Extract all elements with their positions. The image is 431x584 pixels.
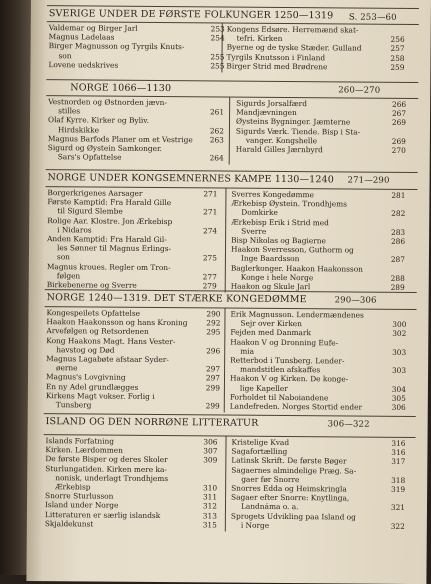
toc-entry-page: 257 (390, 44, 405, 54)
toc-entry-title: Sagaer efter Snorre: Knytlinga, (231, 492, 350, 503)
section-page-range: 260—270 (338, 85, 381, 96)
toc-entry[interactable] (48, 60, 224, 70)
toc-entry-page: 295 (206, 327, 221, 337)
toc-entry-page: 255 (210, 61, 225, 71)
toc-entry-page: 315 (202, 520, 217, 530)
toc-entry-page: 317 (391, 457, 406, 467)
toc-entry-title: Borgerkrigenes Aarsager (47, 188, 143, 198)
toc-entry-title: Sverres Kongedømme (231, 189, 314, 200)
section-title-text: NORGE 1240—1319. DET STÆRKE KONGEDØMME (46, 292, 307, 306)
toc-entry-title: tefri. Kirken (236, 33, 283, 44)
toc-entry-title: Magnus Barfods Planer om et Vestrige (47, 133, 193, 145)
toc-entry-title: Magnus's Lovgivning (45, 372, 126, 383)
toc-entry-title: les Sønner til Magnus Erlings- (56, 243, 172, 254)
toc-entry-title: Haakon V og Kirken. De konge- (229, 373, 349, 384)
toc-entry-page: 305 (391, 393, 406, 403)
contents-page (26, 0, 431, 584)
toc-entry-page: 275 (202, 253, 217, 263)
toc-entry-page: 271 (203, 207, 218, 217)
toc-entry-page: 297 (205, 373, 221, 383)
section-page-range: S. 253—60 (348, 12, 397, 23)
toc-entry-page: 262 (209, 126, 224, 136)
toc-entry-page: 256 (390, 35, 405, 45)
toc-entry-title: Ærkebisp Erik i Strid med (231, 217, 329, 227)
toc-entry-title: Fejden med Danmark (230, 327, 311, 338)
section-title (70, 82, 171, 94)
toc-entry-title: Lovene uedskrives (48, 59, 119, 70)
toc-entry-title: følgen (56, 271, 81, 281)
toc-entry-page: 312 (202, 501, 218, 511)
toc-entry-page: 322 (390, 521, 405, 531)
column-divider (229, 97, 231, 165)
toc-entry[interactable] (56, 400, 220, 410)
toc-entry-title: Haakon og Skule Jarl (230, 281, 311, 292)
toc-entry-page: 264 (209, 153, 224, 163)
toc-entry-page: 306 (203, 437, 218, 447)
toc-entry-page: 307 (203, 446, 218, 456)
toc-entry-title: mia (240, 346, 255, 356)
toc-entry-title: Arvefølgen og Retsordenen (46, 326, 149, 337)
toc-entry-page: 316 (391, 448, 406, 458)
toc-entry[interactable] (226, 61, 404, 71)
toc-entry-title: Haakon V og Dronning Eufe- (230, 337, 339, 348)
toc-entry-page: 306 (391, 402, 406, 412)
section-title (46, 416, 259, 429)
toc-entry[interactable] (230, 402, 406, 412)
toc-entry-title: Olaf Kyrre. Kirker og Byliv. (47, 115, 150, 126)
toc-entry-title: Hirdskikke (57, 124, 100, 135)
toc-entry-title: Konge i hele Norge (240, 272, 314, 283)
toc-entry-title: Første Kamptid: Fra Harald Gille (47, 197, 172, 208)
toc-entry-page: 311 (202, 492, 218, 502)
toc-section-s5 (27, 416, 428, 559)
toc-entry-title: i Norge (240, 520, 270, 530)
toc-entry-title: Ærkebisp Øystein. Trondhjems (231, 198, 347, 209)
toc-entry-title: Sturlungatiden. Kirken mere ka- (45, 463, 167, 474)
toc-entry-title: Bisp Nikolas og Bagierne (231, 235, 326, 246)
toc-entry-title: Sigurd og Øystein Samkonger. (47, 143, 163, 154)
toc-entry-title: Latinsk Skrift. De første Bøger (231, 455, 347, 466)
toc-entry-title: Islands Forfatning (45, 436, 115, 446)
toc-entry-title: Magnus kroues. Regler om Tron- (46, 261, 171, 272)
toc-entry-title: lige Kapeller (239, 383, 288, 393)
toc-entry-title: son (56, 252, 71, 262)
section-page-range: 306—322 (327, 419, 370, 430)
toc-entry-title: Anden Kamptid: Fra Harald Gil- (47, 234, 167, 245)
toc-entry-title: stilles (58, 106, 81, 116)
toc-entry-page: 309 (203, 455, 218, 465)
toc-entry-title: Litteraturen er særlig islandsk (44, 509, 161, 520)
toc-entry-title: Vestnorden og Østnorden jævn- (48, 97, 167, 108)
toc-entry-page: 303 (392, 347, 407, 357)
toc-entry-page: 318 (391, 475, 406, 485)
toc-entry-title: Erik Magnusson. Lendermændenes (230, 309, 364, 320)
toc-entry-title: Sverre (241, 226, 267, 236)
toc-entry-page: 290 (206, 309, 221, 319)
toc-entry-title: Tunsberg (55, 400, 92, 410)
column-divider (224, 308, 226, 413)
toc-entry-title: Tyrgils Knutsson i Finland (226, 52, 326, 62)
column-divider (225, 188, 227, 293)
toc-entry-title: Harald Gilles Jærnbyrd (235, 144, 323, 155)
toc-entry-title: Kongens Edsøre. Herremænd skat- (226, 24, 359, 35)
toc-entry-title: Ærkebisp (55, 482, 91, 492)
toc-entry-title: vanger. Kongshelle (245, 135, 318, 146)
toc-entry-page: 283 (391, 227, 406, 237)
toc-entry-page: 259 (390, 62, 405, 72)
toc-entry-page: 277 (202, 272, 217, 282)
toc-entry-title: Retterbod i Tunsberg. Lender- (230, 355, 345, 366)
toc-entry-title: Birkebenerne og Sverre (46, 280, 137, 290)
section-title-text: SVERIGE UNDER DE FØRSTE FOLKUNGER 1250—1319 (48, 8, 334, 22)
toc-entry-title: Birger Magnusson og Tyrgils Knuts- (48, 41, 185, 52)
section-title-text: NORGE 1066—1130 (70, 82, 172, 95)
toc-entry-page: 288 (390, 273, 405, 283)
section-title (49, 8, 334, 21)
toc-entry-page: 282 (391, 209, 406, 219)
toc-entry-title: Sigurds Værk. Tiende. Bisp i Sta- (235, 126, 361, 137)
toc-entry-page: 289 (390, 282, 405, 292)
toc-entry-page: 271 (203, 189, 218, 199)
toc-entry-title: havstog og Død (56, 345, 115, 355)
toc-entry-title: nonisk, underlagt Trondhjems (55, 473, 169, 483)
toc-entry-page: 269 (391, 118, 407, 128)
toc-entry-title: Island under Norge (44, 500, 119, 511)
toc-entry[interactable] (58, 152, 224, 162)
toc-entry-page: 321 (390, 503, 406, 513)
toc-entry-page: 303 (391, 366, 407, 376)
toc-entry-page: 261 (209, 107, 225, 117)
toc-entry-title: Kongespeilets Opfattelse (46, 308, 141, 318)
toc-entry-title: Rolige Aar. Klostre. Jon Ærkebisp (47, 215, 173, 226)
toc-entry-title: En ny Adel grundlægges (45, 381, 139, 392)
toc-entry-title: Haakon Sverresson, Guthorm og (230, 244, 354, 255)
toc-entry-title: Baglerkonger. Haakon Haakonsson (230, 263, 363, 274)
toc-entry-page: 267 (391, 109, 407, 119)
toc-entry-title: gaer før Snorre (241, 474, 300, 484)
toc-entry-page: 296 (206, 346, 221, 356)
toc-entry[interactable] (45, 519, 217, 529)
toc-entry-page: 313 (202, 510, 217, 521)
toc-entry-title: Snorres Edda og Heimskringla (231, 483, 347, 494)
section-page-range: 290—306 (334, 295, 377, 306)
toc-entry-title: Forholdet til Naboiandene (229, 392, 329, 403)
toc-entry-page: 299 (205, 401, 220, 411)
toc-entry-page: 258 (390, 53, 405, 63)
toc-entry-page: 281 (391, 190, 406, 200)
toc-entry-title: Inge Baardsson (240, 254, 300, 264)
section-title-text: ISLAND OG DEN NORRØNE LITTERATUR (45, 416, 259, 429)
toc-entry-page: 255 (210, 52, 225, 62)
section-title (48, 172, 334, 185)
toc-entry-title: Sars's Opfattelse (57, 152, 122, 162)
toc-entry-title: Øysteins Bygninger. Jæmterne (235, 117, 351, 127)
toc-entry-title: i Nidaros (57, 225, 92, 235)
toc-entry-title: Byerne og de tyske Stæder. Gulland (226, 42, 362, 53)
section-title (47, 292, 307, 305)
toc-entry-title: Sprogets Udvikling paa Island og (230, 511, 356, 522)
toc-entry-page: 269 (391, 136, 406, 146)
toc-entry-title: Sagafortælling (231, 446, 288, 457)
toc-entry-title: Kirkens Magt vokser. Forlig i (45, 390, 155, 401)
toc-entry-title: Valdemar og Birger Jarl (48, 23, 138, 33)
toc-entry-page: 266 (392, 99, 407, 109)
toc-entry-title: Magnus Ladelaas (48, 32, 115, 42)
toc-entry-title: Haakon Haakonsson og hans Kroning (46, 317, 188, 328)
column-divider (225, 436, 227, 532)
toc-entry-page: 279 (202, 281, 217, 291)
toc-entry-title: Skjaldekunst (44, 518, 94, 529)
toc-entry-page: 287 (390, 255, 405, 265)
toc-entry-title: Landefreden. Norges Stortid ender (229, 401, 363, 412)
toc-entry-title: Kristelige Kvad (231, 437, 290, 448)
toc-entry-page: 304 (391, 384, 406, 394)
toc-entry-title: til Sigurd Slembe (57, 206, 123, 217)
toc-entry-title: Sigurds Jorsalfærd (236, 98, 307, 109)
toc-entry-title: mandstitlen afskaffes (240, 364, 321, 375)
toc-entry-page: 299 (205, 382, 220, 393)
toc-entry[interactable] (241, 520, 405, 530)
toc-entry-page: 302 (392, 329, 407, 339)
toc-entry-title: De første Bisper og deres Skoler (45, 454, 168, 465)
toc-entry-page: 254 (210, 33, 225, 43)
toc-entry-title: Mandjævningen (236, 107, 297, 118)
toc-entry-page: 263 (209, 135, 224, 145)
toc-entry-page: 253 (210, 24, 225, 34)
toc-entry-page: 297 (205, 364, 221, 374)
toc-entry-page: 319 (390, 484, 406, 494)
toc-entry-page: 270 (391, 145, 406, 155)
toc-entry-title: Sejr over Kirken (240, 318, 303, 329)
toc-entry-title: øerne (56, 363, 78, 373)
toc-entry-title: Sagaernes almindelige Præg. Sa- (231, 465, 357, 476)
toc-entry-page: 310 (202, 483, 218, 493)
toc-entry-title: Magnus Lagabøte afstaar Syder- (46, 354, 169, 365)
toc-entry-title: Birger Strid med Brødrene (226, 61, 328, 72)
toc-entry-title: Kirken. Lærdommen (45, 445, 123, 455)
toc-entry-title: Domkirke (241, 208, 278, 218)
toc-entry-title: son (58, 50, 72, 60)
section-title-text: NORGE UNDER KONGSEMNERNES KAMPE 1130—1240 (47, 172, 334, 186)
toc-entry-page: 274 (203, 226, 218, 236)
toc-entry-title: Snorre Sturlusson (45, 491, 114, 501)
toc-entry-title: Landnáma o. a. (240, 502, 299, 512)
toc-entry-page: 300 (392, 320, 407, 330)
toc-entry[interactable] (236, 145, 406, 155)
toc-entry-page: 316 (391, 438, 406, 448)
section-page-range: 271—290 (347, 175, 390, 186)
toc-entry-page: 286 (390, 236, 406, 246)
toc-entry-page: 292 (206, 318, 221, 328)
toc-entry-title: Kong Haakons Magt. Hans Vester- (46, 335, 176, 346)
